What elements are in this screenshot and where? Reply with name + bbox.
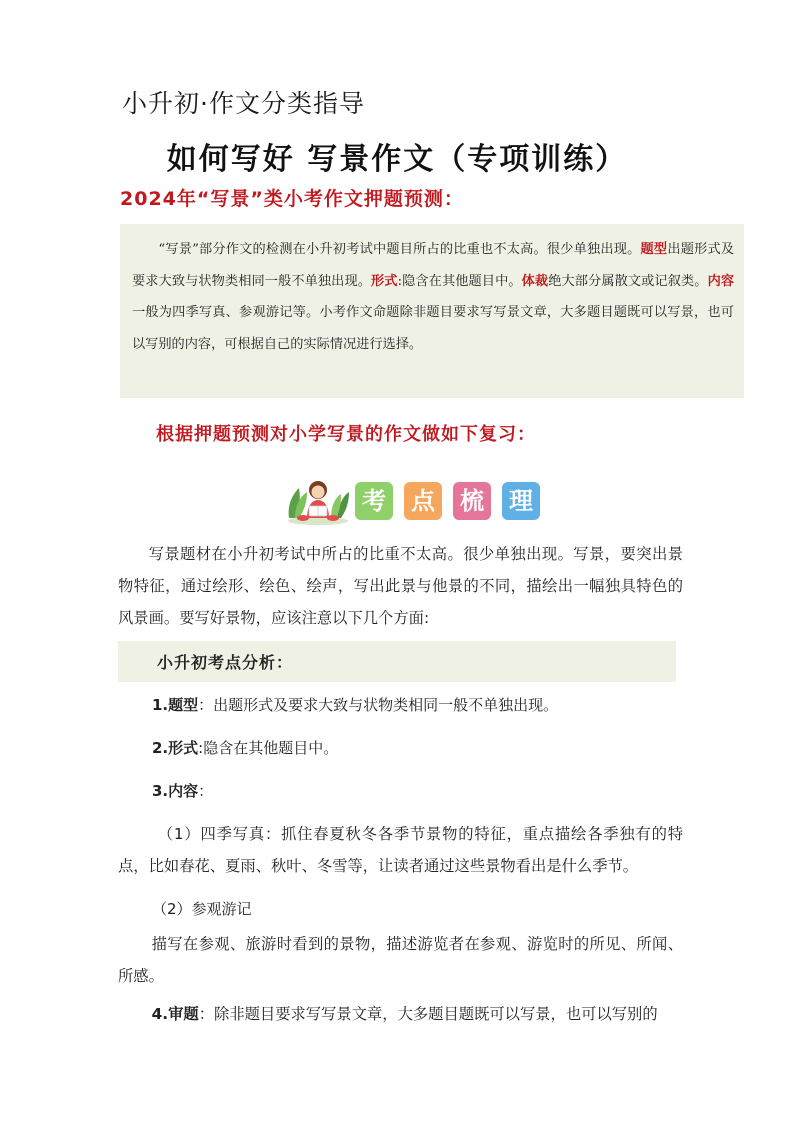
intro-text: “写景”部分作文的检测在小升初考试中题目所占的比重也不太高。很少单独出现。 bbox=[158, 242, 641, 257]
body-paragraph: 写景题材在小升初考试中所占的比重不太高。很少单独出现。写景，要突出景物特征，通过绘形、绘色、绘声，写出此景与他景的不同，描绘出一幅独具特色的风景画。要写好景物，应该注意以下几个方面: bbox=[118, 545, 683, 627]
item-text: ：出题形式及要求大致与状物类相同一般不单独出现。 bbox=[198, 696, 559, 714]
tile-dian bbox=[404, 482, 442, 520]
keyword-content: 内容 bbox=[707, 273, 735, 289]
item-review bbox=[118, 998, 683, 1030]
item-text: ：除非题目要求写写景文章，大多题目题既可以写景，也可以写别的 bbox=[198, 1005, 658, 1023]
review-heading: 根据押题预测对小学写景的作文做如下复习： bbox=[156, 424, 536, 445]
intro-text: :隐含在其他题目中。 bbox=[397, 273, 522, 289]
sub-item-travel: （2）参观游记 bbox=[152, 900, 252, 918]
tile-kao-text: 考 bbox=[362, 487, 386, 515]
tile-shu bbox=[453, 482, 491, 520]
tile-dian-text: 点 bbox=[411, 487, 435, 515]
tile-li-text: 理 bbox=[509, 487, 533, 515]
keyword-form: 形式 bbox=[371, 273, 398, 289]
tile-shu-text: 梳 bbox=[460, 487, 484, 515]
item-content bbox=[152, 780, 213, 801]
series-title: 小升初·作文分类指导 bbox=[122, 89, 365, 118]
reading-girl-illustration bbox=[285, 474, 351, 526]
sub-item-seasons: （1）四季写真：抓住春夏秋冬各季节景物的特征，重点描绘各季独有的特点，比如春花、夏雨、秋叶、冬雪等，让读者通过这些景物看出是什么季节。 bbox=[118, 825, 683, 875]
intro-paragraph bbox=[132, 234, 734, 360]
intro-text: 绝大部分属散文或记叙类。 bbox=[548, 273, 708, 289]
item-form bbox=[152, 737, 338, 758]
keyword-type: 题型 bbox=[640, 242, 668, 257]
item-number: 1.题型 bbox=[152, 696, 199, 714]
item-text: ： bbox=[198, 782, 214, 800]
item-number: 4.审题 bbox=[151, 1005, 199, 1023]
item-question-type bbox=[152, 694, 558, 715]
tile-li bbox=[502, 482, 540, 520]
tile-kao bbox=[355, 482, 393, 520]
sub-item-travel-desc: 描写在参观、旅游时看到的景物，描述游览者在参观、游览时的所见、所闻、所感。 bbox=[118, 935, 683, 985]
forecast-heading: 2024年“写景”类小考作文押题预测： bbox=[120, 188, 464, 210]
analysis-heading: 小升初考点分析： bbox=[157, 653, 294, 672]
page-title: 如何写好 写景作文（专项训练） bbox=[166, 142, 628, 177]
exam-points-banner bbox=[285, 474, 547, 524]
keyword-genre: 体裁 bbox=[521, 273, 549, 289]
intro-box bbox=[120, 224, 744, 398]
item-number: 2.形式 bbox=[152, 739, 199, 757]
intro-text: 一般为四季写真、参观游记等。小考作文命题除非题目要求写写景文章，大多题目题既可以写景，也可以写别的内容，可根据自己的实际情况进行选择。 bbox=[132, 305, 734, 352]
intro-text: 出题形式及要求大致与状物类相同一般不单独出现。 bbox=[132, 242, 735, 289]
item-number: 3.内容 bbox=[152, 782, 199, 800]
item-text: :隐含在其他题目中。 bbox=[198, 739, 339, 757]
